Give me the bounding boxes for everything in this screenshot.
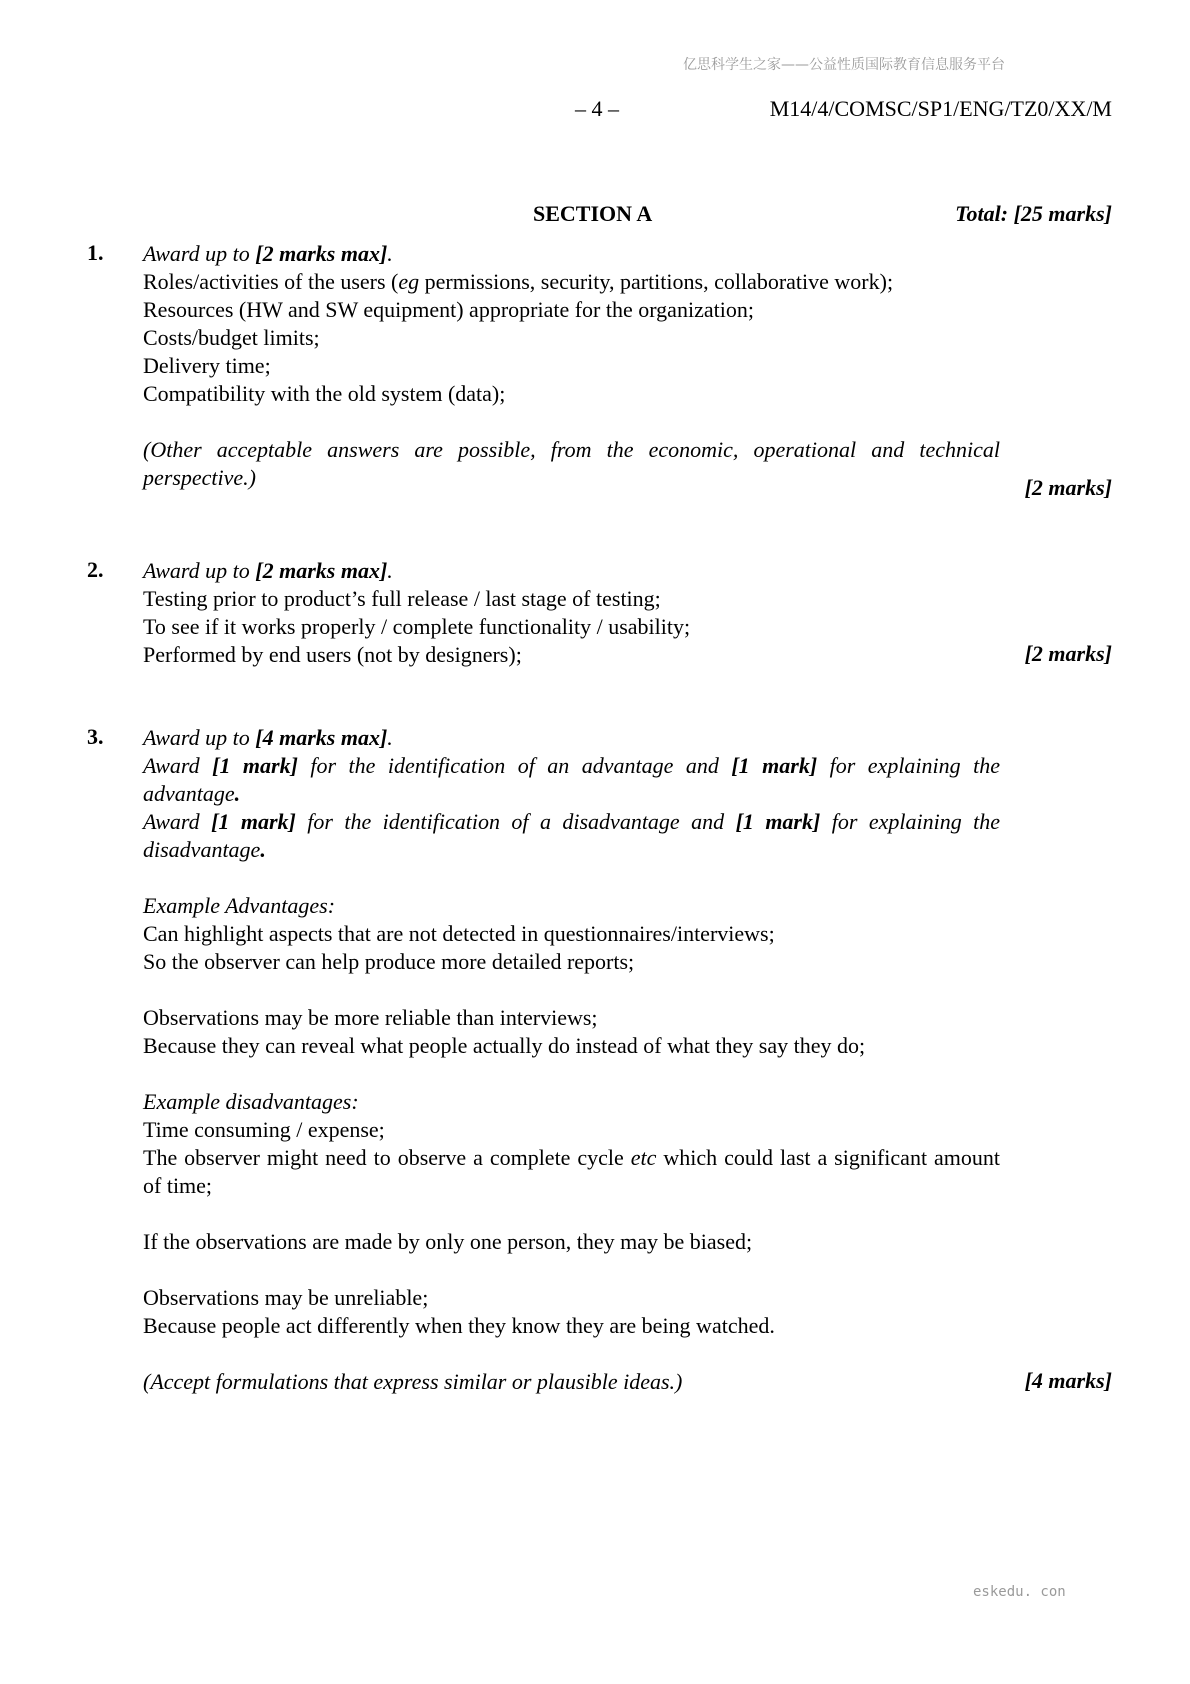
watermark-bottom: eskedu. con (973, 1584, 1066, 1600)
list-item: The observer might need to observe a complete cycle etc which could last a significant amount of time; (143, 1145, 1001, 1198)
list-item: Performed by end users (not by designers); (143, 642, 522, 667)
page-number: – 4 – (575, 96, 619, 121)
list-item: Costs/budget limits; (143, 325, 320, 350)
question-3-instruction-advantage: Award [1 mark] for the identification of an advantage and [1 mark] for explaining the advantage. (143, 753, 1001, 806)
question-2-award: Award up to [2 marks max]. (143, 558, 393, 583)
list-item: Compatibility with the old system (data); (143, 381, 506, 406)
list-item: Because people act differently when they know they are being watched. (143, 1313, 775, 1338)
question-3-instruction-disadvantage: Award [1 mark] for the identification of a disadvantage and [1 mark] for explaining the disadvantage. (143, 809, 1001, 862)
advantages-heading: Example Advantages: (143, 893, 336, 918)
question-2-marks: [2 marks] (1024, 641, 1112, 666)
list-item: Observations may be unreliable; (143, 1285, 429, 1310)
question-3-note: (Accept formulations that express similar or plausible ideas.) (143, 1369, 683, 1394)
document-code: M14/4/COMSC/SP1/ENG/TZ0/XX/M (769, 96, 1112, 121)
section-total: Total: [25 marks] (955, 201, 1112, 226)
disadvantages-heading: Example disadvantages: (143, 1089, 359, 1114)
list-item: Testing prior to product’s full release / last stage of testing; (143, 586, 661, 611)
section-title: SECTION A (533, 201, 653, 226)
question-1-note: (Other acceptable answers are possible, from the economic, operational and technical perspective.) (143, 437, 1000, 490)
question-3-award: Award up to [4 marks max]. (143, 725, 393, 750)
question-1-award: Award up to [2 marks max]. (143, 241, 393, 266)
question-1-marks: [2 marks] (1024, 475, 1112, 500)
question-2-number: 2. (87, 557, 104, 582)
list-item: Time consuming / expense; (143, 1117, 385, 1142)
watermark-top: 亿思科学生之家——公益性质国际教育信息服务平台 (683, 57, 1005, 73)
list-item: Because they can reveal what people actually do instead of what they say they do; (143, 1033, 866, 1058)
question-3-number: 3. (87, 724, 104, 749)
list-item: If the observations are made by only one person, they may be biased; (143, 1229, 753, 1254)
question-2-body (143, 557, 1000, 669)
list-item: To see if it works properly / complete functionality / usability; (143, 614, 691, 639)
list-item: Observations may be more reliable than interviews; (143, 1005, 598, 1030)
question-1-body (143, 240, 1000, 492)
question-3-body (143, 724, 1000, 1396)
list-item: Delivery time; (143, 353, 271, 378)
list-item: So the observer can help produce more detailed reports; (143, 949, 635, 974)
question-3-marks: [4 marks] (1024, 1368, 1112, 1393)
list-item: Resources (HW and SW equipment) appropriate for the organization; (143, 297, 754, 322)
question-1-number: 1. (87, 240, 104, 265)
list-item: Roles/activities of the users (eg permissions, security, partitions, collaborative work); (143, 269, 894, 294)
list-item: Can highlight aspects that are not detected in questionnaires/interviews; (143, 921, 775, 946)
